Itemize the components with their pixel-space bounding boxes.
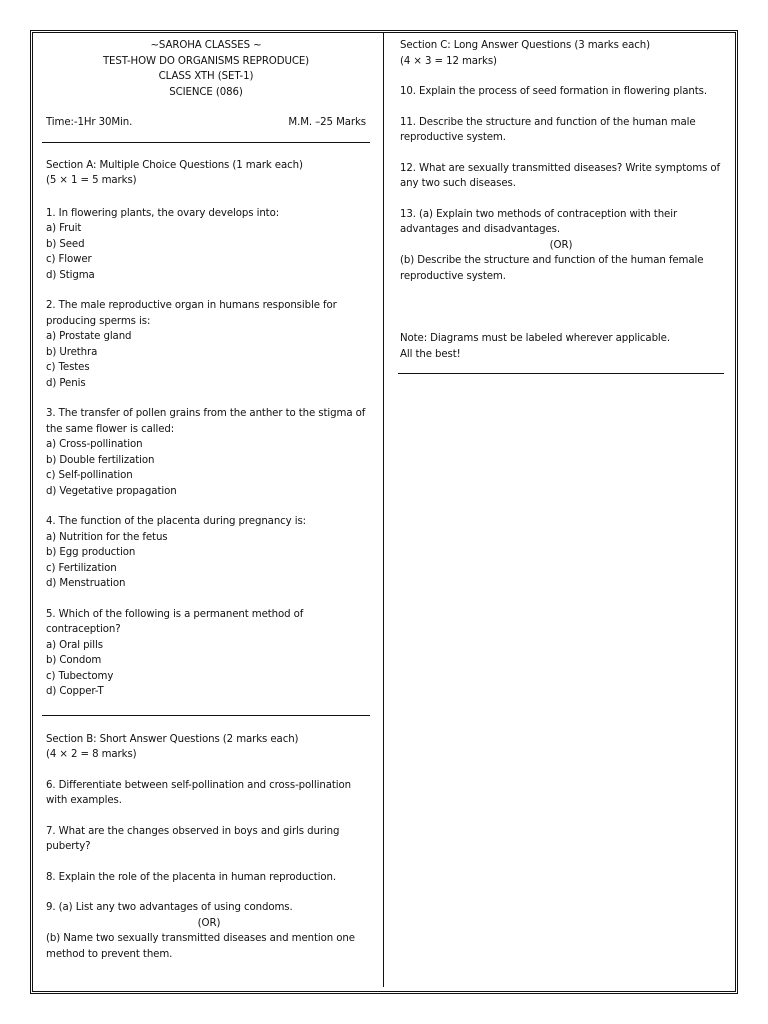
option: d) Stigma: [46, 269, 95, 281]
question-text: 11. Describe the structure and function of the human male: [400, 116, 696, 128]
question-text: 9. (a) List any two advantages of using condoms.: [46, 902, 293, 913]
option: b) Double fertilization: [46, 454, 155, 466]
question-6: [46, 778, 372, 809]
question-text: any two such diseases.: [400, 178, 516, 189]
question-text: the same flower is called:: [46, 423, 175, 435]
section-a: [46, 158, 372, 700]
question-text: 5. Which of the following is a permanent method of: [46, 608, 304, 620]
question-5: [46, 607, 372, 700]
question-text: 1. In flowering plants, the ovary develops into:: [46, 207, 280, 219]
option: a) Prostate gland: [46, 331, 132, 342]
question-text: reproductive system.: [400, 132, 506, 143]
option: d) Menstruation: [46, 578, 126, 589]
question-8: [46, 870, 372, 886]
question-text: 8. Explain the role of the placenta in human reproduction.: [46, 871, 337, 883]
question-11: [400, 115, 722, 146]
option: c) Flower: [46, 254, 92, 265]
question-3: [46, 406, 372, 499]
option: a) Oral pills: [46, 639, 103, 651]
option: c) Fertilization: [46, 562, 117, 574]
option: a) Fruit: [46, 223, 82, 234]
question-text: reproductive system.: [400, 270, 506, 282]
footer-note-block: [400, 331, 722, 362]
question-text: 6. Differentiate between self-pollination and cross-pollination: [46, 779, 351, 791]
question-2: [46, 298, 372, 391]
footer-wish: All the best!: [400, 348, 461, 360]
option: b) Urethra: [46, 346, 98, 358]
question-text: with examples.: [46, 795, 122, 806]
option: b) Egg production: [46, 547, 136, 558]
section-b-title: Section B: Short Answer Questions (2 marks each): [46, 733, 299, 745]
section-a-title: Section A: Multiple Choice Questions (1 mark each): [46, 159, 303, 171]
question-4: [46, 514, 372, 592]
class-set: CLASS XTH (SET-1): [158, 71, 254, 82]
question-text: puberty?: [46, 841, 91, 852]
option: d) Penis: [46, 377, 86, 389]
section-c-marks: (4 × 3 = 12 marks): [400, 55, 497, 67]
question-text: advantages and disadvantages.: [400, 224, 561, 235]
question-text: 4. The function of the placenta during pregnancy is:: [46, 516, 307, 527]
section-c: [400, 38, 722, 284]
or-separator: (OR): [197, 917, 221, 929]
question-12: [400, 161, 722, 192]
test-title: TEST-HOW DO ORGANISMS REPRODUCE): [102, 55, 310, 67]
section-b-marks: (4 × 2 = 8 marks): [46, 749, 137, 760]
question-text: 12. What are sexually transmitted diseases? Write symptoms of: [400, 162, 721, 174]
option: b) Condom: [46, 655, 102, 666]
institute-name: ~SAROHA CLASSES ~: [150, 40, 262, 51]
question-7: [46, 824, 372, 855]
question-text: (b) Describe the structure and function of the human female: [400, 255, 704, 266]
question-text: 7. What are the changes observed in boys and girls during: [46, 825, 340, 837]
question-9: [46, 900, 372, 962]
question-text: method to prevent them.: [46, 948, 173, 960]
option: c) Tubectomy: [46, 670, 114, 682]
question-text: 13. (a) Explain two methods of contraception with their: [400, 208, 678, 220]
footer-rule: [398, 373, 724, 374]
footer-note: Note: Diagrams must be labeled wherever applicable.: [400, 333, 670, 344]
question-text: contraception?: [46, 624, 121, 635]
section-c-title: Section C: Long Answer Questions (3 marks each): [400, 40, 650, 51]
question-1: [46, 206, 372, 284]
question-text: 3. The transfer of pollen grains from the anther to the stigma of: [46, 408, 366, 419]
option: a) Cross-pollination: [46, 439, 143, 450]
option: b) Seed: [46, 238, 85, 250]
question-text: (b) Name two sexually transmitted diseases and mention one: [46, 933, 355, 944]
question-text: 2. The male reproductive organ in humans responsible for: [46, 300, 337, 311]
option: d) Vegetative propagation: [46, 485, 177, 497]
left-column: [46, 38, 372, 962]
time-allowed: Time:-1Hr 30Min.: [46, 117, 133, 128]
option: c) Testes: [46, 362, 90, 373]
subject: SCIENCE (086): [169, 86, 243, 98]
or-separator: (OR): [549, 239, 573, 251]
question-10: [400, 84, 722, 100]
header-block: [46, 38, 366, 100]
section-a-marks: (5 × 1 = 5 marks): [46, 175, 137, 186]
right-column: [400, 38, 722, 374]
question-text: 10. Explain the process of seed formation in flowering plants.: [400, 86, 707, 97]
question-13: [400, 207, 722, 285]
time-marks-row: [46, 115, 366, 131]
option: d) Copper-T: [46, 686, 104, 697]
option: c) Self-pollination: [46, 470, 133, 481]
question-text: producing sperms is:: [46, 315, 151, 327]
section-b: [46, 732, 372, 963]
option: a) Nutrition for the fetus: [46, 531, 168, 543]
max-marks: M.M. –25 Marks: [288, 117, 366, 128]
column-divider: [383, 33, 384, 987]
